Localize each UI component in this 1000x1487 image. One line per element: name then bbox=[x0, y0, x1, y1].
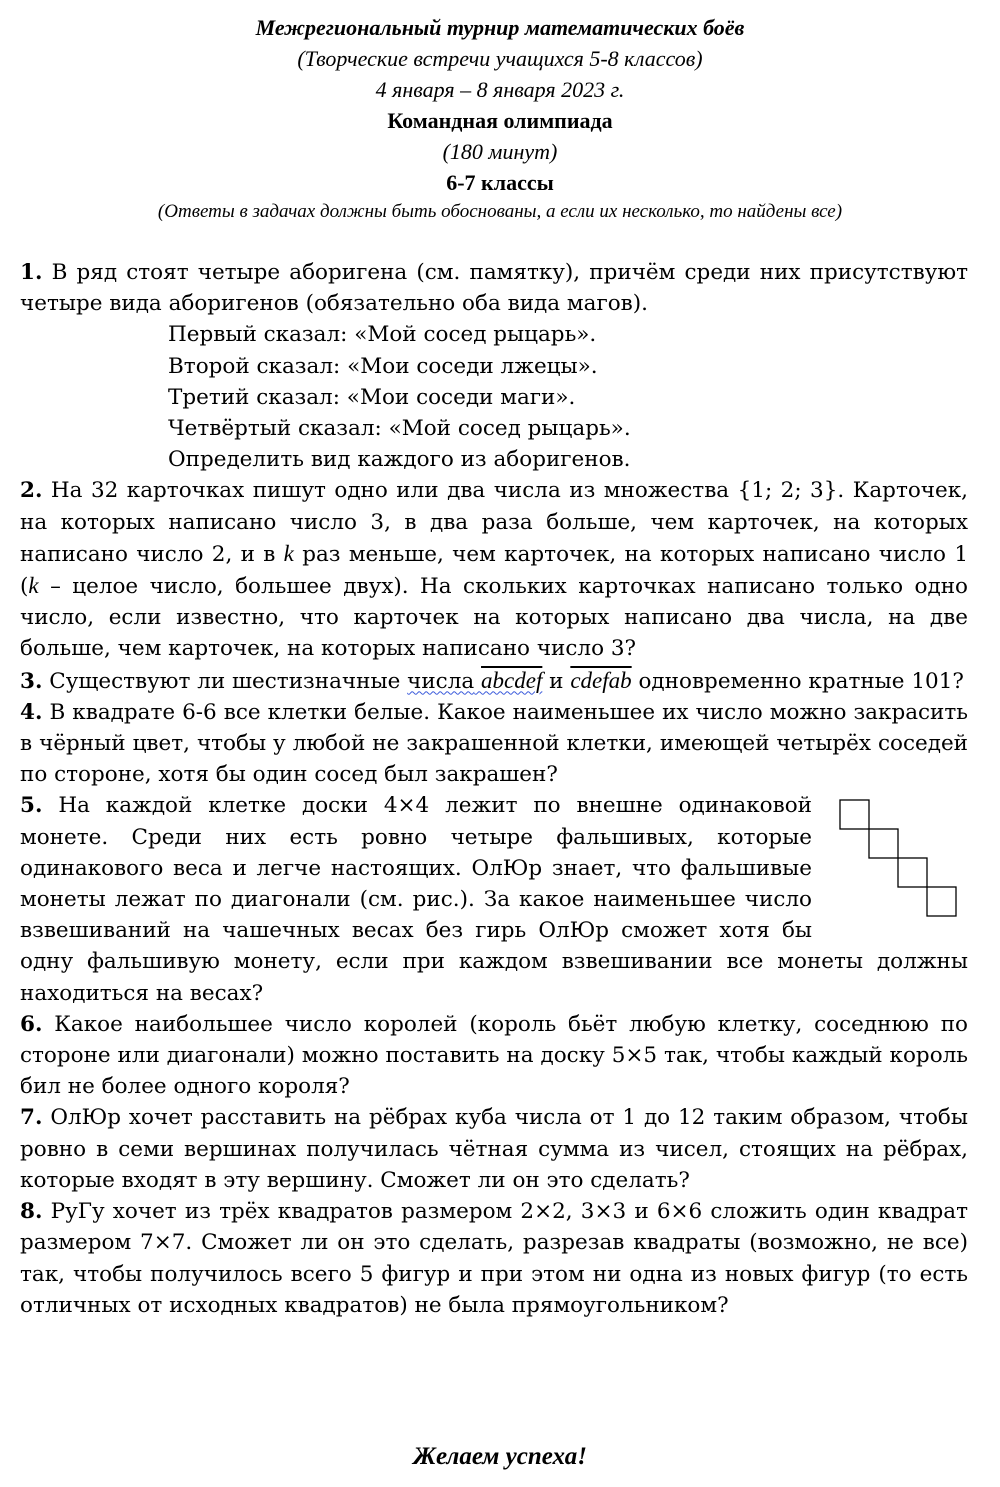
problem-text: Какое наибольшее число королей (король бьёт любую клетку, соседнюю по стороне или диагонали) можно поставить на доску 5×5 так, чтобы каждый король бил не более одного короля? bbox=[20, 1011, 968, 1100]
problem-number: 6. bbox=[20, 1011, 43, 1037]
diagonal-cell bbox=[869, 829, 898, 858]
problem-number: 4. bbox=[20, 699, 43, 725]
problem-text: Существуют ли шестизначные bbox=[42, 668, 408, 694]
statement-line: Первый сказал: «Мой сосед рыцарь». bbox=[168, 322, 597, 348]
problem-8 bbox=[20, 1196, 968, 1321]
problem-text: В квадрате 6‐6 все клетки белые. Какое наименьшее их число можно закрасить в чёрный цвет, чтобы у любой не закрашенной клетки, имеющей четырёх соседей по стороне, хотя бы один сосед был закрашен? bbox=[20, 699, 968, 788]
number-cdefab: cdefab bbox=[570, 667, 632, 693]
diagonal-cell bbox=[840, 800, 869, 829]
document-header bbox=[0, 12, 1000, 226]
tournament-title: Межрегиональный турнир математических боёв bbox=[255, 15, 745, 40]
word-numbers: числа bbox=[407, 668, 475, 694]
problem-text: В ряд стоят четыре аборигена (см. памятку), причём среди них присутствуют четыре вида аборигенов (обязательно оба вида магов). bbox=[20, 260, 968, 317]
problem-text: На каждой клетке доски 4×4 лежит по внешне одинаковой монете. Среди них есть ровно четыре фальшивых, которые одинакового веса и легче настоящих. ОлЮр знает, что фальшивые монеты лежат по диагонали (см. рис.). За какое наименьшее число взвешиваний на чашечных весах без гирь ОлЮр сможет хотя бы одну фальшивую монету, если при каждом взвешивании все монеты должны находиться на весах? bbox=[20, 793, 968, 1006]
diagonal-cells-figure bbox=[828, 794, 968, 924]
problem-number: 3. bbox=[20, 668, 43, 694]
event-duration: (180 минут) bbox=[442, 139, 558, 164]
problem-text: ОлЮр хочет расставить на рёбрах куба числа от 1 до 12 таким образом, чтобы ровно в семи вершинах получилась чётная сумма из чисел, стоящих на рёбрах, которые входят в эту вершину. Сможет ли он это сделать? bbox=[20, 1105, 968, 1193]
tournament-subtitle: (Творческие встречи учащихся 5-8 классов) bbox=[297, 46, 703, 71]
problem-number: 1. bbox=[20, 260, 43, 285]
statement-line: Третий сказал: «Мои соседи маги». bbox=[168, 384, 576, 410]
problem-1 bbox=[20, 257, 968, 475]
problem-2 bbox=[20, 475, 968, 664]
instructions-note: (Ответы в задачах должны быть обоснованы, а если их несколько, то найдены все) bbox=[157, 201, 843, 222]
problem-7 bbox=[20, 1102, 968, 1196]
number-abcdef: abcdef bbox=[481, 667, 543, 693]
problem-text: РуГу хочет из трёх квадратов размером 2×2, 3×3 и 6×6 сложить один квадрат размером 7×7. Сможет ли он это сделать, разрезав квадраты (возможно, не все) так, чтобы получилось всего 5 фигур и при этом ни одна из новых фигур (то есть отличных от исходных квадратов) не была прямоугольником? bbox=[20, 1199, 968, 1318]
problem-4 bbox=[20, 697, 968, 791]
diagonal-cell bbox=[898, 858, 927, 887]
problem-6 bbox=[20, 1009, 968, 1103]
problem-text: На 32 карточках пишут одно или два числа из множества {1; 2; 3}. Карточек, на которых написано число 3, в два раза больше, чем карточек, на которых написано число 2, и в bbox=[20, 478, 968, 567]
event-title: Командная олимпиада bbox=[387, 108, 613, 133]
problem-text: раз меньше, чем карточек, на которых написано число 1 ( bbox=[20, 541, 968, 600]
problem-text: одновременно кратные 101? bbox=[631, 668, 964, 694]
problem-number: 8. bbox=[20, 1199, 43, 1225]
problem-text: – целое число, большее двух). На скольких карточках написано только одно число, если известно, что карточек на которых написано два числа, на две больше, чем карточек, на которых написано число 3? bbox=[20, 574, 968, 662]
problem-3 bbox=[20, 665, 968, 697]
problem-number: 7. bbox=[20, 1105, 43, 1131]
conjunction: и bbox=[542, 668, 571, 694]
diagonal-cell bbox=[927, 887, 956, 916]
problems-list bbox=[20, 257, 968, 1321]
problem-number: 2. bbox=[20, 478, 43, 504]
tournament-dates: 4 января – 8 января 2023 г. bbox=[375, 77, 625, 102]
grade-level: 6-7 классы bbox=[446, 170, 554, 195]
problem-5 bbox=[20, 790, 968, 1008]
statement-line: Четвёртый сказал: «Мой сосед рыцарь». bbox=[168, 416, 631, 442]
problem-number: 5. bbox=[20, 793, 43, 819]
closing-wish: Желаем успеха! bbox=[413, 1443, 587, 1470]
statement-line: Второй сказал: «Мои соседи лжецы». bbox=[168, 353, 598, 379]
variable-k: k bbox=[28, 573, 39, 599]
variable-k: k bbox=[283, 540, 294, 566]
statement-line: Определить вид каждого из аборигенов. bbox=[168, 447, 631, 473]
